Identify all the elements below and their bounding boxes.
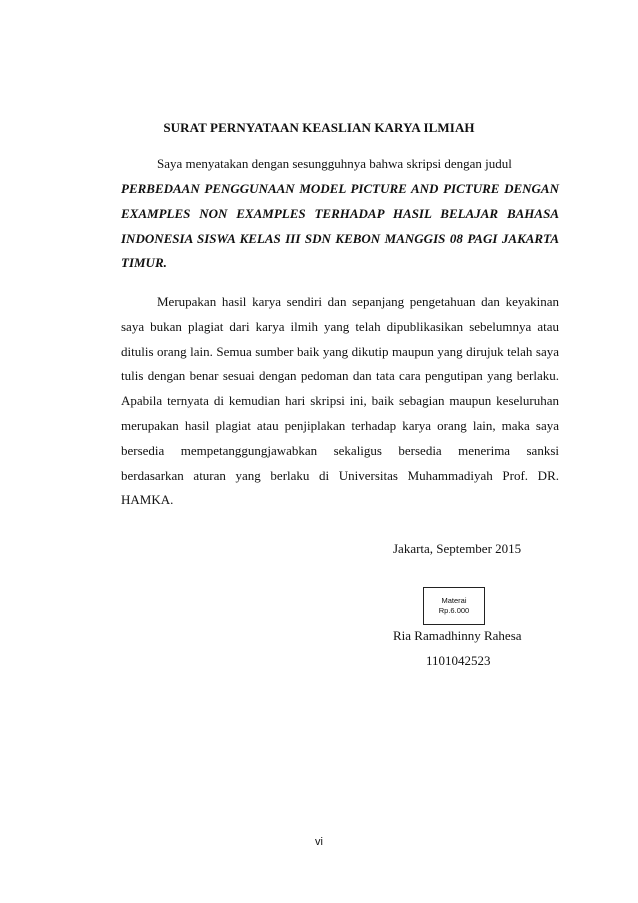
stamp-amount: Rp.6.000	[438, 606, 470, 615]
place-date: Jakarta, September 2015	[393, 541, 522, 556]
signer-name: Ria Ramadhinny Rahesa	[393, 628, 522, 643]
signer-id: 1101042523	[426, 653, 491, 668]
intro-paragraph: Saya menyatakan dengan sesungguhnya bahwa skripsi dengan judul	[157, 156, 512, 171]
thesis-title: PERBEDAAN PENGGUNAAN MODEL PICTURE AND PICTURE DENGAN EXAMPLES NON EXAMPLES TERHADAP HASIL BELAJAR BAHASA INDONESIA SISWA KELAS III SDN KEBON MANGGIS 08 PAGI JAKARTA TIMUR.	[121, 181, 559, 271]
document-title: SURAT PERNYATAAN KEASLIAN KARYA ILMIAH	[163, 120, 475, 135]
stamp-duty-box	[423, 587, 485, 625]
stamp-label: Materai	[441, 596, 467, 605]
statement-paragraph: Merupakan hasil karya sendiri dan sepanjang pengetahuan dan keyakinan saya bukan plagiat dari karya ilmih yang telah dipublikasikan sebelumnya atau ditulis orang lain. Semua sumber baik yang dikutip maupun yang dirujuk telah saya tulis dengan benar sesuai dengan pedoman dan tata cara pengutipan yang berlaku. Apabila ternyata di kemudian hari skripsi ini, baik sebagian maupun keseluruhan merupakan hasil plagiat atau penjiplakan terhadap karya orang lain, maka saya bersedia mempetanggungjawabkan sekaligus bersedia menerima sanksi berdasarkan aturan yang berlaku di Universitas Muhammadiyah Prof. DR. HAMKA.	[121, 294, 559, 508]
page-number: vi	[315, 836, 323, 848]
